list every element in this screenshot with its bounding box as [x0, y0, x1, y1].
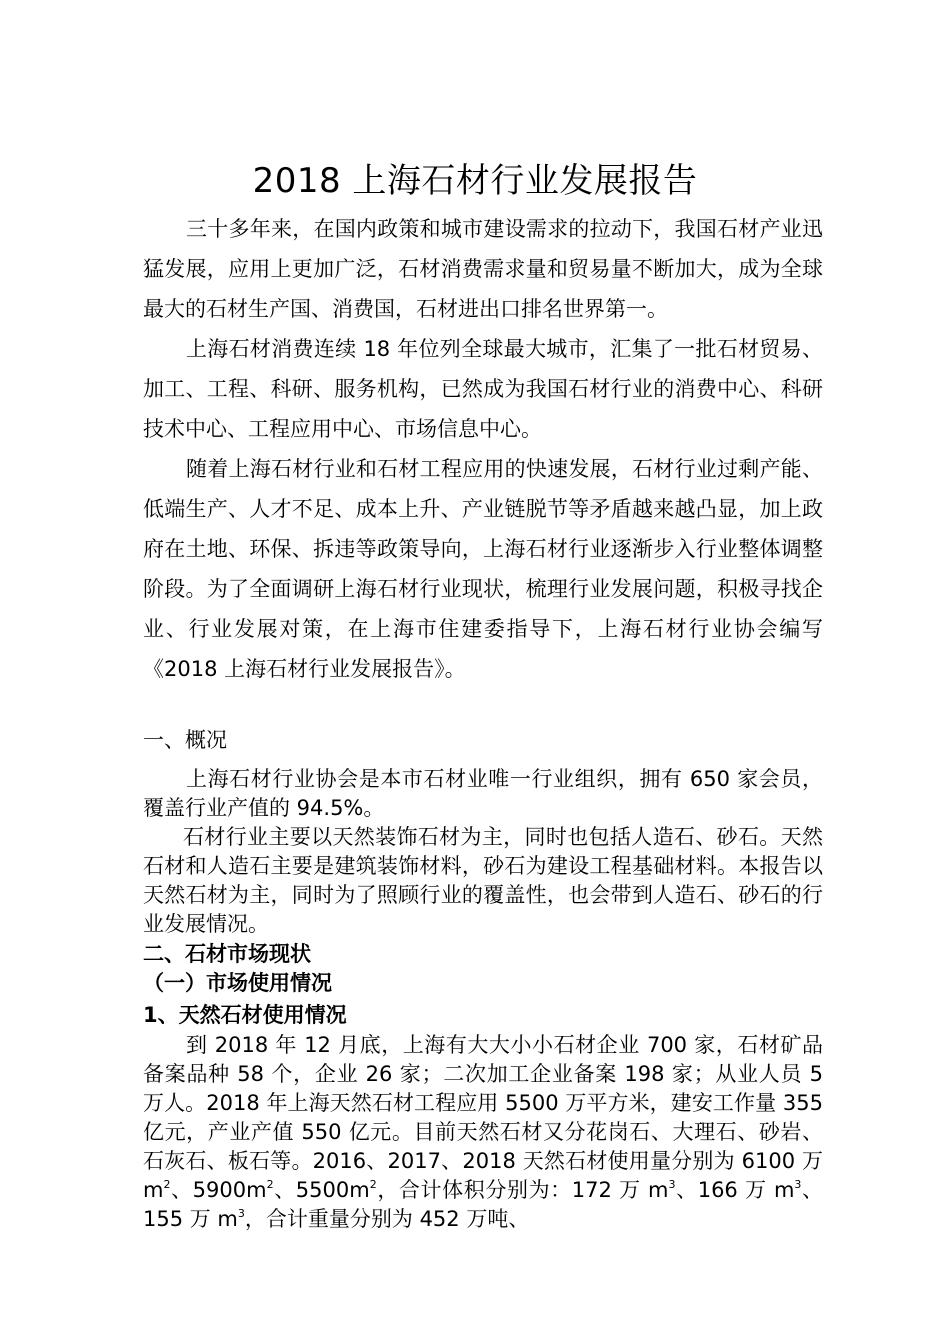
overview-paragraph-1: 上海石材行业协会是本市石材业唯一行业组织，拥有 650 家会员，覆盖行业产值的 94.5%。	[143, 767, 823, 820]
superscript: 2	[369, 1178, 377, 1191]
superscript: 2	[266, 1178, 274, 1191]
text-run: 到 2018 年 12 月底，上海有大大小小石材企业 700 家，石材矿品备案品种 58 个，企业 26 家；二次加工企业备案 198 家；从业人员 5 万人。2018 年上海天然石材工程应用 5500 万平方米，建安工作量 355 亿元，产业产值 550 亿元。目前天然石材又分花岗石、大理石、砂岩、石灰石、板石等。2016、2017、2018 天然石材使用量分别为 6100 万 m	[143, 1033, 823, 1202]
superscript: 2	[163, 1178, 171, 1191]
document-title: 2018 上海石材行业发展报告	[252, 161, 698, 201]
intro-paragraph-3: 随着上海石材行业和石材工程应用的快速发展，石材行业过剩产能、低端生产、人才不足、成本上升、产业链脱节等矛盾越来越凸显，加上政府在土地、环保、拆违等政策导向，上海石材行业逐渐步入行业整体调整阶段。为了全面调研上海石材行业现状，梳理行业发展问题，积极寻找企业、行业发展对策，在上海市住建委指导下，上海石材行业协会编写《2018 上海石材行业发展报告》。	[143, 457, 823, 681]
text-run: ，合计重量分别为 452 万吨、	[244, 1207, 530, 1231]
superscript: 3	[237, 1207, 245, 1220]
subsection-heading-usage: （一）市场使用情况	[143, 971, 332, 995]
text-run: 、166 万 m	[675, 1178, 795, 1202]
text-run: 、5500m	[273, 1178, 370, 1202]
section-heading-market: 二、石材市场现状	[143, 942, 311, 966]
text-run: ，合计体积分别为：172 万 m	[376, 1178, 669, 1202]
intro-paragraph-2: 上海石材消费连续 18 年位列全球最大城市，汇集了一批石材贸易、加工、工程、科研、服务机构，已然成为我国石材行业的消费中心、科研技术中心、工程应用中心、市场信息中心。	[143, 337, 823, 441]
section-heading-overview: 一、概况	[143, 728, 227, 752]
text-run: 、5900m	[170, 1178, 267, 1202]
superscript: 3	[794, 1178, 802, 1191]
intro-paragraph-1: 三十多年来，在国内政策和城市建设需求的拉动下，我国石材产业迅猛发展，应用上更加广泛，石材消费需求量和贸易量不断加大，成为全球最大的石材生产国、消费国，石材进出口排名世界第一。	[143, 217, 823, 321]
text-run: 、155 万 m	[143, 1178, 824, 1231]
overview-paragraph-2: 石材行业主要以天然装饰石材为主，同时也包括人造石、砂石。天然石材和人造石主要是建筑装饰材料，砂石为建设工程基础材料。本报告以天然石材为主，同时为了照顾行业的覆盖性，也会带到人造石、砂石的行业发展情况。	[143, 825, 823, 936]
subsubsection-heading-natural-stone: 1、天然石材使用情况	[143, 1003, 347, 1027]
superscript: 3	[668, 1178, 676, 1191]
natural-stone-paragraph	[143, 1031, 823, 1234]
